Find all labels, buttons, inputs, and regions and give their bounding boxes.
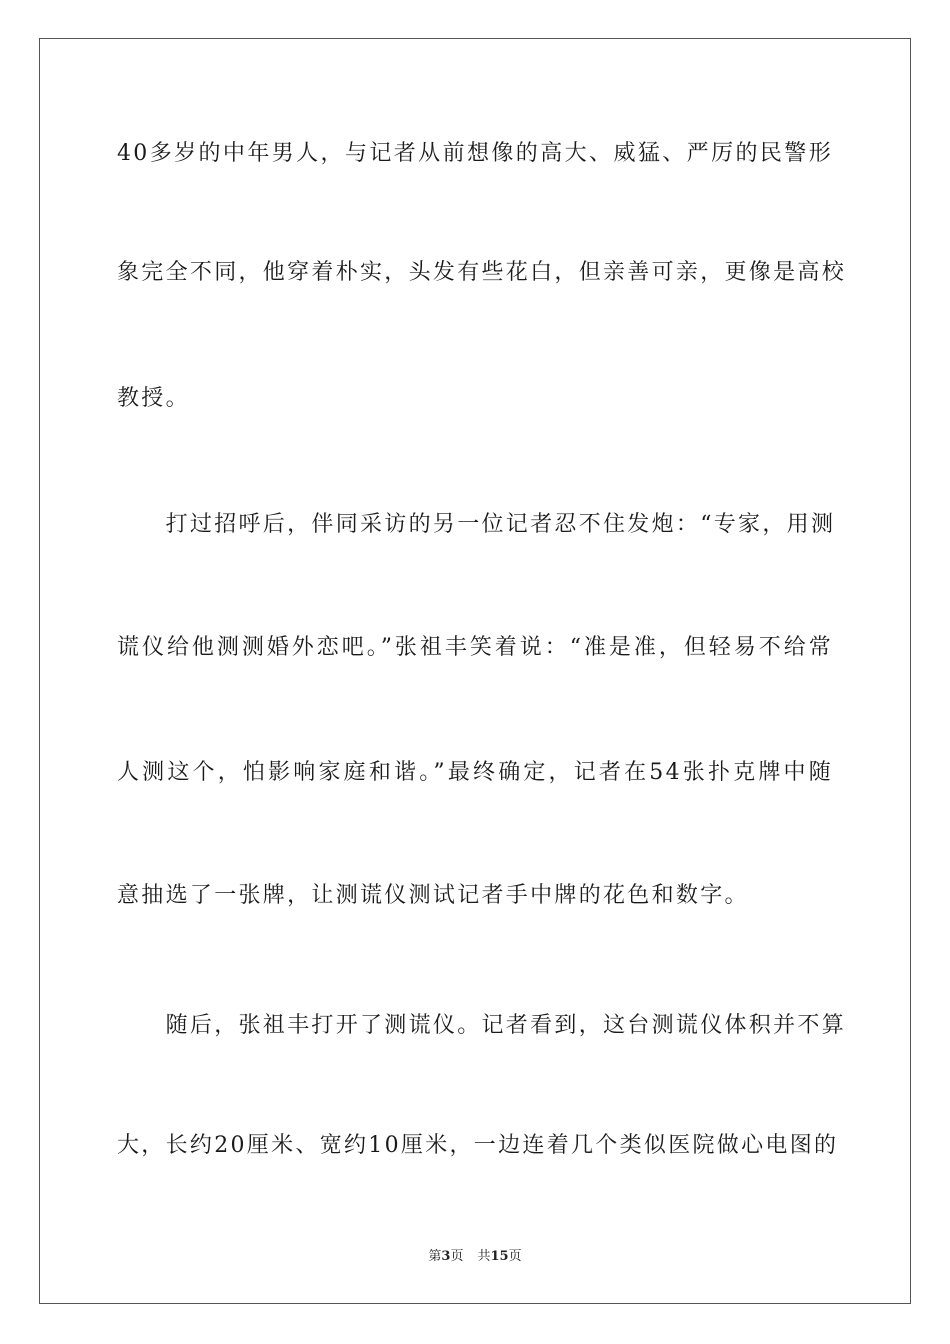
page-footer [0,1248,950,1266]
page-prefix: 第 [428,1249,442,1264]
total-prefix: 共 [477,1249,491,1264]
page-suffix: 页 [450,1249,464,1264]
text-line-2: 象完全不同，他穿着朴实，头发有些花白，但亲善可亲，更像是高校 [117,260,847,285]
text-line-7: 意抽选了一张牌，让测谎仪测试记者手中牌的花色和数字。 [117,883,749,908]
page-border [39,38,911,1304]
total-suffix: 页 [508,1249,522,1264]
text-line-5: 谎仪给他测测婚外恋吧。”张祖丰笑着说：“准是准，但轻易不给常 [117,635,833,660]
text-line-3: 教授。 [117,386,190,411]
text-line-8: 随后，张祖丰打开了测谎仪。记者看到，这台测谎仪体积并不算 [117,1013,847,1038]
text-line-9: 大，长约20厘米、宽约10厘米，一边连着几个类似医院做心电图的 [117,1133,839,1158]
text-line-4: 打过招呼后，伴同采访的另一位记者忍不住发炮：“专家，用测 [117,512,836,537]
page-number: 3 [441,1249,451,1264]
text-line-1: 40多岁的中年男人，与记者从前想像的高大、威猛、严厉的民警形 [117,141,833,166]
total-pages: 15 [490,1249,509,1264]
text-line-6: 人测这个，怕影响家庭和谐。”最终确定，记者在54张扑克牌中随 [117,760,833,785]
